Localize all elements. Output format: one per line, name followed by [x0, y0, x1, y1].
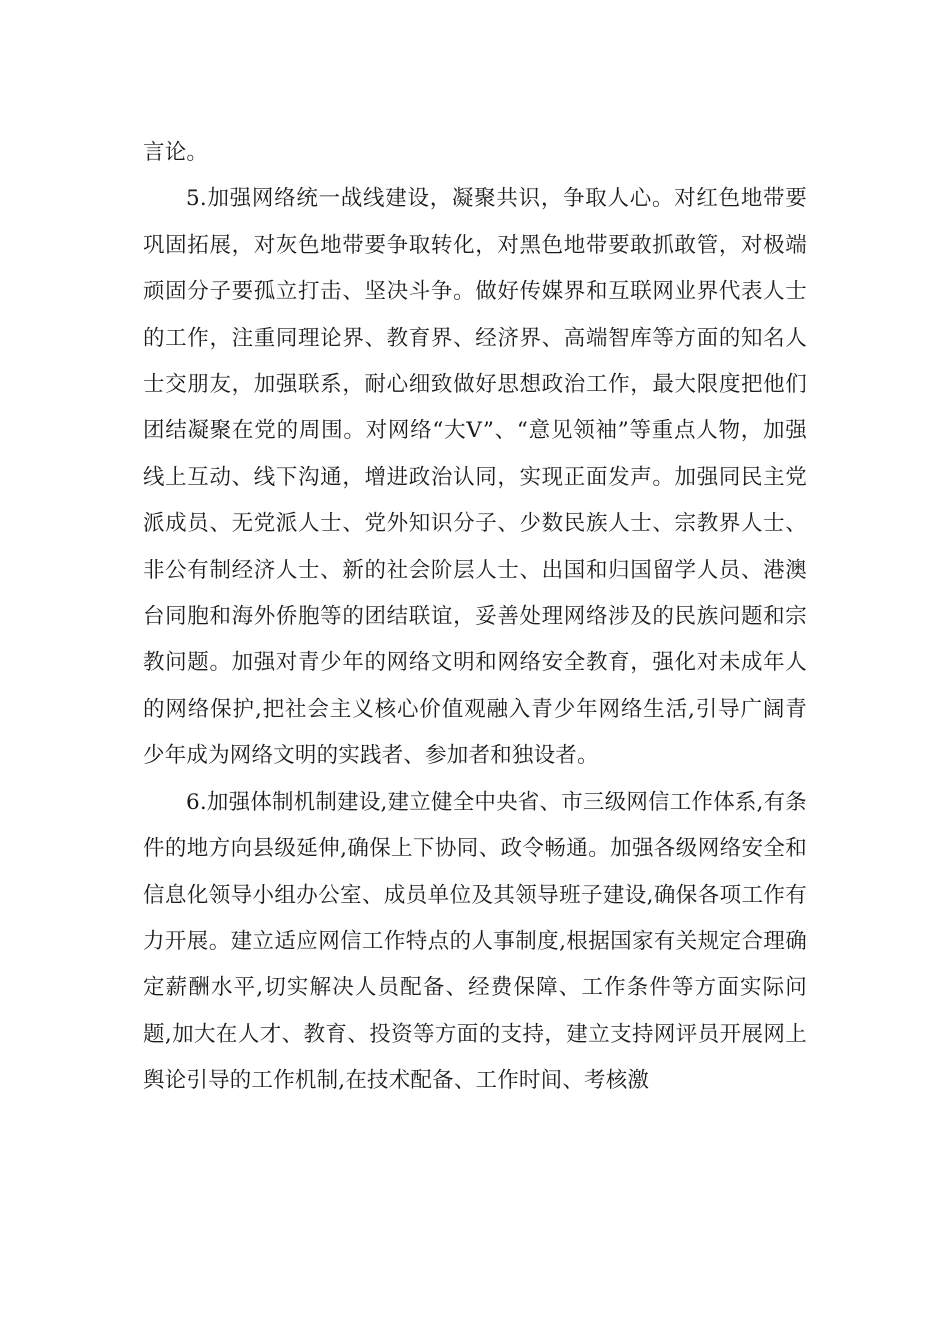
document-body [143, 130, 807, 1105]
paragraph-item-6: 6.加强体制机制建设,建立健全中央省、市三级网信工作体系,有条件的地方向县级延伸,确保上下协同、政令畅通。加强各级网络安全和信息化领导小组办公室、成员单位及其领导班子建设,确保各项工作有力开展。建立适应网信工作特点的人事制度,根据国家有关规定合理确定薪酬水平,切实解决人员配备、经费保障、工作条件等方面实际问题,加大在人才、教育、投资等方面的支持，建立支持网评员开展网上舆论引导的工作机制,在技术配备、工作时间、考核激 [143, 789, 807, 1094]
paragraph-item-5: 5.加强网络统一战线建设，凝聚共识，争取人心。对红色地带要巩固拓展，对灰色地带要争取转化，对黑色地带要敢抓敢管，对极端顽固分子要孤立打击、坚决斗争。做好传媒界和互联网业界代表人士的工作，注重同理论界、教育界、经济界、高端智库等方面的知名人士交朋友，加强联系，耐心细致做好思想政治工作，最大限度把他们团结凝聚在党的周围。对网络“大V”、“意见领袖”等重点人物，加强线上互动、线下沟通，增进政治认同，实现正面发声。加强同民主党派成员、无党派人士、党外知识分子、少数民族人士、宗教界人士、非公有制经济人士、新的社会阶层人士、出国和归国留学人员、港澳台同胞和海外侨胞等的团结联谊，妥善处理网络涉及的民族问题和宗教问题。加强对青少年的网络文明和网络安全教育，强化对未成年人的网络保护,把社会主义核心价值观融入青少年网络生活,引导广阔青少年成为网络文明的实践者、参加者和独设者。 [143, 186, 807, 769]
paragraph-continuation: 言论。 [143, 140, 209, 165]
